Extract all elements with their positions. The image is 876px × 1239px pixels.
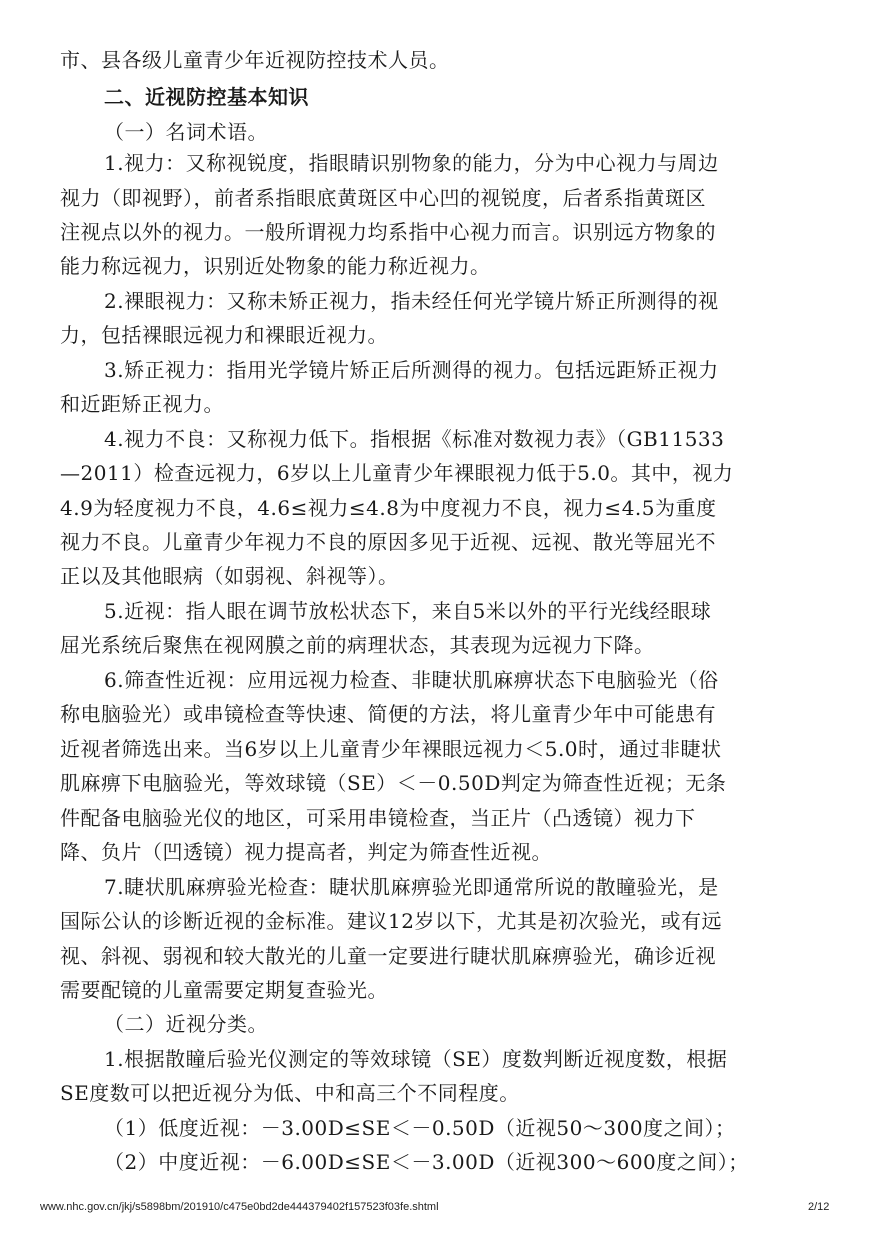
body-line: 视力不良。儿童青少年视力不良的原因多见于近视、远视、散光等屈光不 <box>60 530 716 554</box>
body-line: —2011）检查远视力，6岁以上儿童青少年裸眼视力低于5.0。其中，视力 <box>60 461 734 485</box>
body-line: 3.矫正视力：指用光学镜片矫正后所测得的视力。包括远距矫正视力 <box>104 358 719 382</box>
body-line: 视力（即视野），前者系指眼底黄斑区中心凹的视锐度，后者系指黄斑区 <box>60 186 706 210</box>
body-line: 注视点以外的视力。一般所谓视力均系指中心视力而言。识别远方物象的 <box>60 220 716 244</box>
page-number: 2/12 <box>808 1201 830 1213</box>
body-line: （1）低度近视：－3.00D≤SE＜－0.50D（近视50～300度之间）； <box>104 1116 736 1140</box>
body-line: 能力称远视力，识别近处物象的能力称近视力。 <box>60 254 491 278</box>
body-line: 1.视力：又称视锐度，指眼睛识别物象的能力，分为中心视力与周边 <box>104 151 719 175</box>
body-line: （2）中度近视：－6.00D≤SE＜－3.00D（近视300～600度之间）； <box>104 1150 749 1174</box>
body-line: 国际公认的诊断近视的金标准。建议12岁以下，尤其是初次验光，或有远 <box>60 909 722 933</box>
subsection-heading: （一）名词术语。 <box>104 120 268 144</box>
body-line: 和近距矫正视力。 <box>60 392 224 416</box>
section-heading: 二、近视防控基本知识 <box>104 85 309 109</box>
body-line: 4.视力不良：又称视力低下。指根据《标准对数视力表》（GB11533 <box>104 427 725 451</box>
body-line: 近视者筛选出来。当6岁以上儿童青少年裸眼远视力＜5.0时，通过非睫状 <box>60 737 722 761</box>
body-line: 4.9为轻度视力不良，4.6≤视力≤4.8为中度视力不良，视力≤4.5为重度 <box>60 496 717 520</box>
body-line: 5.近视：指人眼在调节放松状态下，来自5米以外的平行光线经眼球 <box>104 599 712 623</box>
subsection-heading: （二）近视分类。 <box>104 1012 268 1036</box>
body-line: SE度数可以把近视分为低、中和高三个不同程度。 <box>60 1081 520 1105</box>
body-line: 7.睫状肌麻痹验光检查：睫状肌麻痹验光即通常所说的散瞳验光，是 <box>104 875 719 899</box>
body-line: 需要配镜的儿童需要定期复查验光。 <box>60 978 388 1002</box>
body-line: 视、斜视、弱视和较大散光的儿童一定要进行睫状肌麻痹验光，确诊近视 <box>60 944 716 968</box>
body-line: 6.筛查性近视：应用远视力检查、非睫状肌麻痹状态下电脑验光（俗 <box>104 668 719 692</box>
body-line: 正以及其他眼病（如弱视、斜视等）。 <box>60 564 399 588</box>
body-line: 市、县各级儿童青少年近视防控技术人员。 <box>60 48 450 72</box>
body-line: 力，包括裸眼远视力和裸眼近视力。 <box>60 323 388 347</box>
body-line: 屈光系统后聚焦在视网膜之前的病理状态，其表现为远视力下降。 <box>60 633 655 657</box>
body-line: 2.裸眼视力：又称未矫正视力，指未经任何光学镜片矫正所测得的视 <box>104 289 719 313</box>
body-line: 称电脑验光）或串镜检查等快速、简便的方法，将儿童青少年中可能患有 <box>60 702 716 726</box>
body-line: 降、负片（凹透镜）视力提高者，判定为筛查性近视。 <box>60 840 552 864</box>
body-line: 肌麻痹下电脑验光，等效球镜（SE）＜－0.50D判定为筛查性近视；无条 <box>60 771 727 795</box>
body-line: 件配备电脑验光仪的地区，可采用串镜检查，当正片（凸透镜）视力下 <box>60 806 696 830</box>
source-url: www.nhc.gov.cn/jkj/s5898bm/201910/c475e0bd2de444379402f157523f03fe.shtml <box>40 1201 439 1213</box>
body-line: 1.根据散瞳后验光仪测定的等效球镜（SE）度数判断近视度数，根据 <box>104 1047 728 1071</box>
